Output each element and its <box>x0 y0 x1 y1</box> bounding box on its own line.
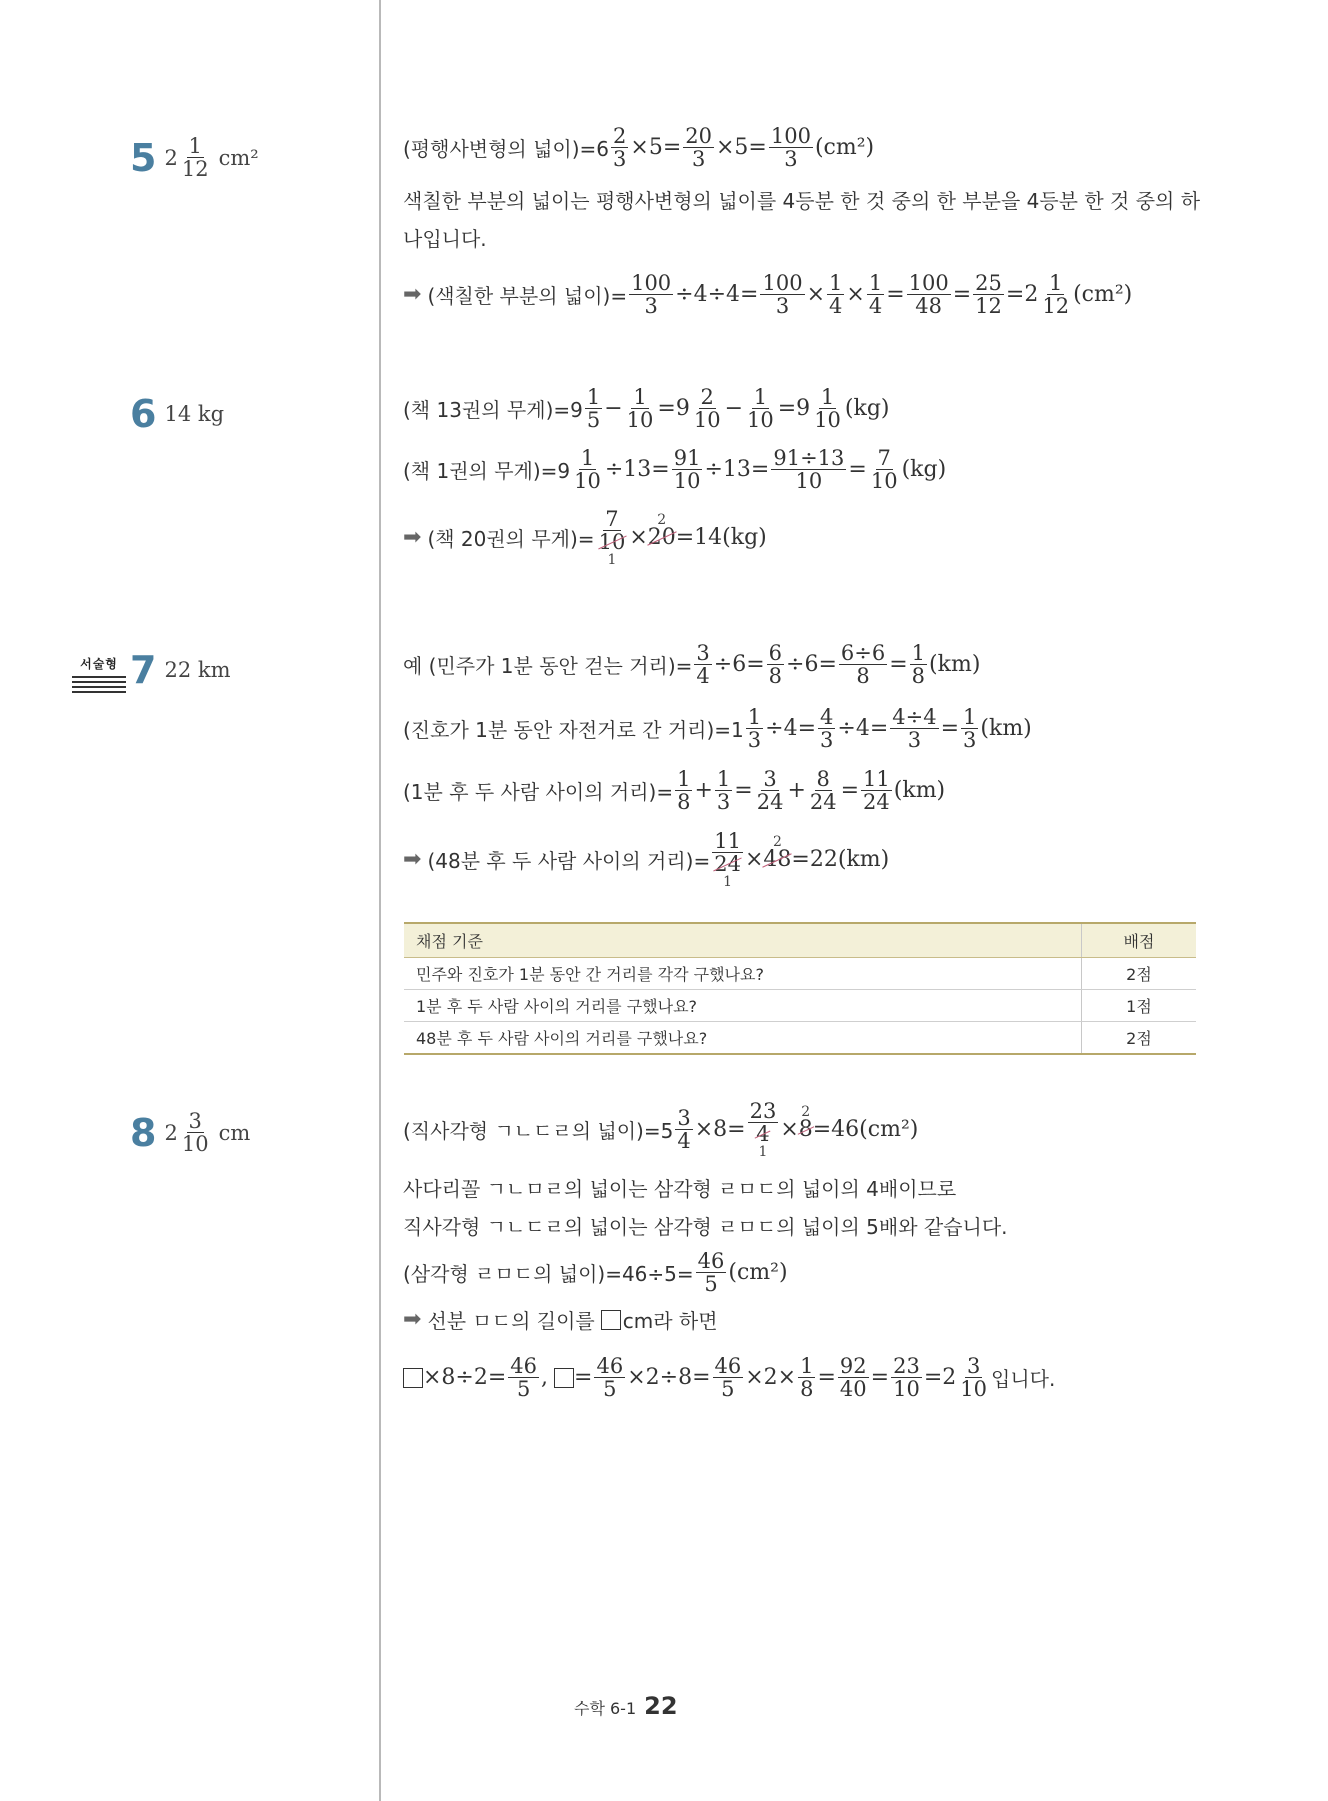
answer-value: 14 kg <box>164 402 225 426</box>
answer-7 <box>130 648 231 692</box>
q8-explanation-2: 직사각형 ㄱㄴㄷㄹ의 넓이는 삼각형 ㄹㅁㄷ의 넓이의 5배와 같습니다. <box>403 1215 1008 1239</box>
answer-5 <box>130 135 259 180</box>
q7-line3: (1분 후 두 사람 사이의 거리)= $\frac{1}{8}$ + $\frac{1}{3}$ = $\frac{3}{24}$ + $\frac{8}{24}$ = $\frac{11}{24}$ (km) <box>403 767 946 815</box>
essay-badge: 서술형 <box>72 655 126 696</box>
table-header: 채점 기준 <box>404 923 1082 958</box>
q7-line1: 예 (민주가 1분 동안 걷는 거리)= $\frac{3}{4}$ ÷6= $\frac{6}{8}$ ÷6= $\frac{6\div 6}{8}$ = $\frac{1}{8}$ (km) <box>403 641 981 689</box>
arrow-icon: ➡ <box>403 282 422 308</box>
q6-line1: (책 13권의 무게)=9 $\frac{1}{5}$ − $\frac{1}{10}$ =9 $\frac{2}{10}$ − $\frac{1}{10}$ =9 $\frac{1}{10}$ (kg) <box>403 385 890 433</box>
blank-box <box>554 1368 574 1388</box>
q8-line4: ×8÷2= $\frac{46}{5}$ , = $\frac{46}{5}$ ×2÷8= $\frac{46}{5}$ ×2× $\frac{1}{8}$ = $\frac{92}{40}$ = $\frac{23}{10}$ =2 $\frac{3}{10}$ 입니다. <box>403 1355 1055 1400</box>
q5-line1: (평행사변형의 넓이)=6 $\frac{2}{3}$ ×5= $\frac{20}{3}$ ×5= $\frac{100}{3}$ (cm²) <box>403 124 875 172</box>
q8-line1: (직사각형 ㄱㄴㄷㄹ의 넓이)=5 $\frac{3}{4}$ ×8= 23 4 1 × 2 8 =46(cm²) <box>403 1099 919 1161</box>
question-number: 7 <box>130 648 157 692</box>
answer-unit: cm² <box>218 145 259 170</box>
blank-box <box>601 1310 621 1330</box>
subject-label: 수학 6-1 <box>574 1699 637 1718</box>
table-cell: 48분 후 두 사람 사이의 거리를 구했나요? <box>404 1022 1082 1055</box>
table-cell: 1점 <box>1082 990 1197 1022</box>
table-header: 배점 <box>1082 923 1197 958</box>
answer-unit: cm <box>218 1120 251 1145</box>
answer-value: 22 km <box>164 658 231 682</box>
q8-explanation-1: 사다리꼴 ㄱㄴㅁㄹ의 넓이는 삼각형 ㄹㅁㄷ의 넓이의 4배이므로 <box>403 1177 957 1201</box>
q8-line3: ➡ 선분 ㅁㄷ의 길이를 cm라 하면 <box>403 1307 718 1333</box>
table-cell: 민주와 진호가 1분 동안 간 거리를 각각 구했나요? <box>404 958 1082 990</box>
blank-box <box>403 1368 423 1388</box>
q5-line2: ➡ (색칠한 부분의 넓이)= $\frac{100}{3}$ ÷4÷4= $\frac{100}{3}$ × $\frac{1}{4}$ × $\frac{1}{4}$ = $\frac{100}{48}$ = $\frac{25}{12}$ =2 $\frac{1}{12}$ (cm²) <box>403 271 1133 319</box>
table-header-row <box>404 923 1196 958</box>
q7-line2: (진호가 1분 동안 자전거로 간 거리)=1 $\frac{1}{3}$ ÷4= $\frac{4}{3}$ ÷4= $\frac{4\div 4}{3}$ = $\frac{1}{3}$ (km) <box>403 705 1032 753</box>
answer-fraction: $\frac{1}{12}$ <box>181 134 209 182</box>
answer-whole: 2 <box>164 145 178 170</box>
table-row <box>404 990 1196 1022</box>
question-number: 5 <box>130 135 157 180</box>
arrow-icon: ➡ <box>403 1307 422 1332</box>
question-number: 6 <box>130 392 157 436</box>
table-cell: 2점 <box>1082 958 1197 990</box>
arrow-icon: ➡ <box>403 847 422 873</box>
q7-line4: ➡ (48분 후 두 사람 사이의 거리)= 11 24 1 × 2 48 =22(km) <box>403 829 890 891</box>
page-number: 22 <box>644 1692 678 1720</box>
scoring-table <box>404 922 1196 1055</box>
table-cell: 1분 후 두 사람 사이의 거리를 구했나요? <box>404 990 1082 1022</box>
page-footer <box>574 1692 678 1720</box>
answer-fraction: $\frac{3}{10}$ <box>181 1109 209 1157</box>
q8-line2: (삼각형 ㄹㅁㄷ의 넓이)=46÷5= $\frac{46}{5}$ (cm²) <box>403 1249 788 1297</box>
answer-whole: 2 <box>164 1120 178 1145</box>
answer-8 <box>130 1110 250 1155</box>
table-row <box>404 958 1196 990</box>
arrow-icon: ➡ <box>403 525 422 551</box>
q6-line2: (책 1권의 무게)=9 $\frac{1}{10}$ ÷13= $\frac{91}{10}$ ÷13= $\frac{91\div 13}{10}$ = $\frac{7}{10}$ (kg) <box>403 446 947 494</box>
answer-6 <box>130 392 224 436</box>
column-divider <box>379 0 381 1801</box>
table-row <box>404 1022 1196 1055</box>
essay-lines-icon <box>72 676 126 696</box>
table-cell: 2점 <box>1082 1022 1197 1055</box>
question-number: 8 <box>130 1110 157 1155</box>
q6-line3: ➡ (책 20권의 무게)= 7 10 1 × 2 20 =14(kg) <box>403 507 767 569</box>
q5-explanation: 색칠한 부분의 넓이는 평행사변형의 넓이를 4등분 한 것 중의 한 부분을 4등분 한 것 중의 하나입니다. <box>403 189 1201 251</box>
